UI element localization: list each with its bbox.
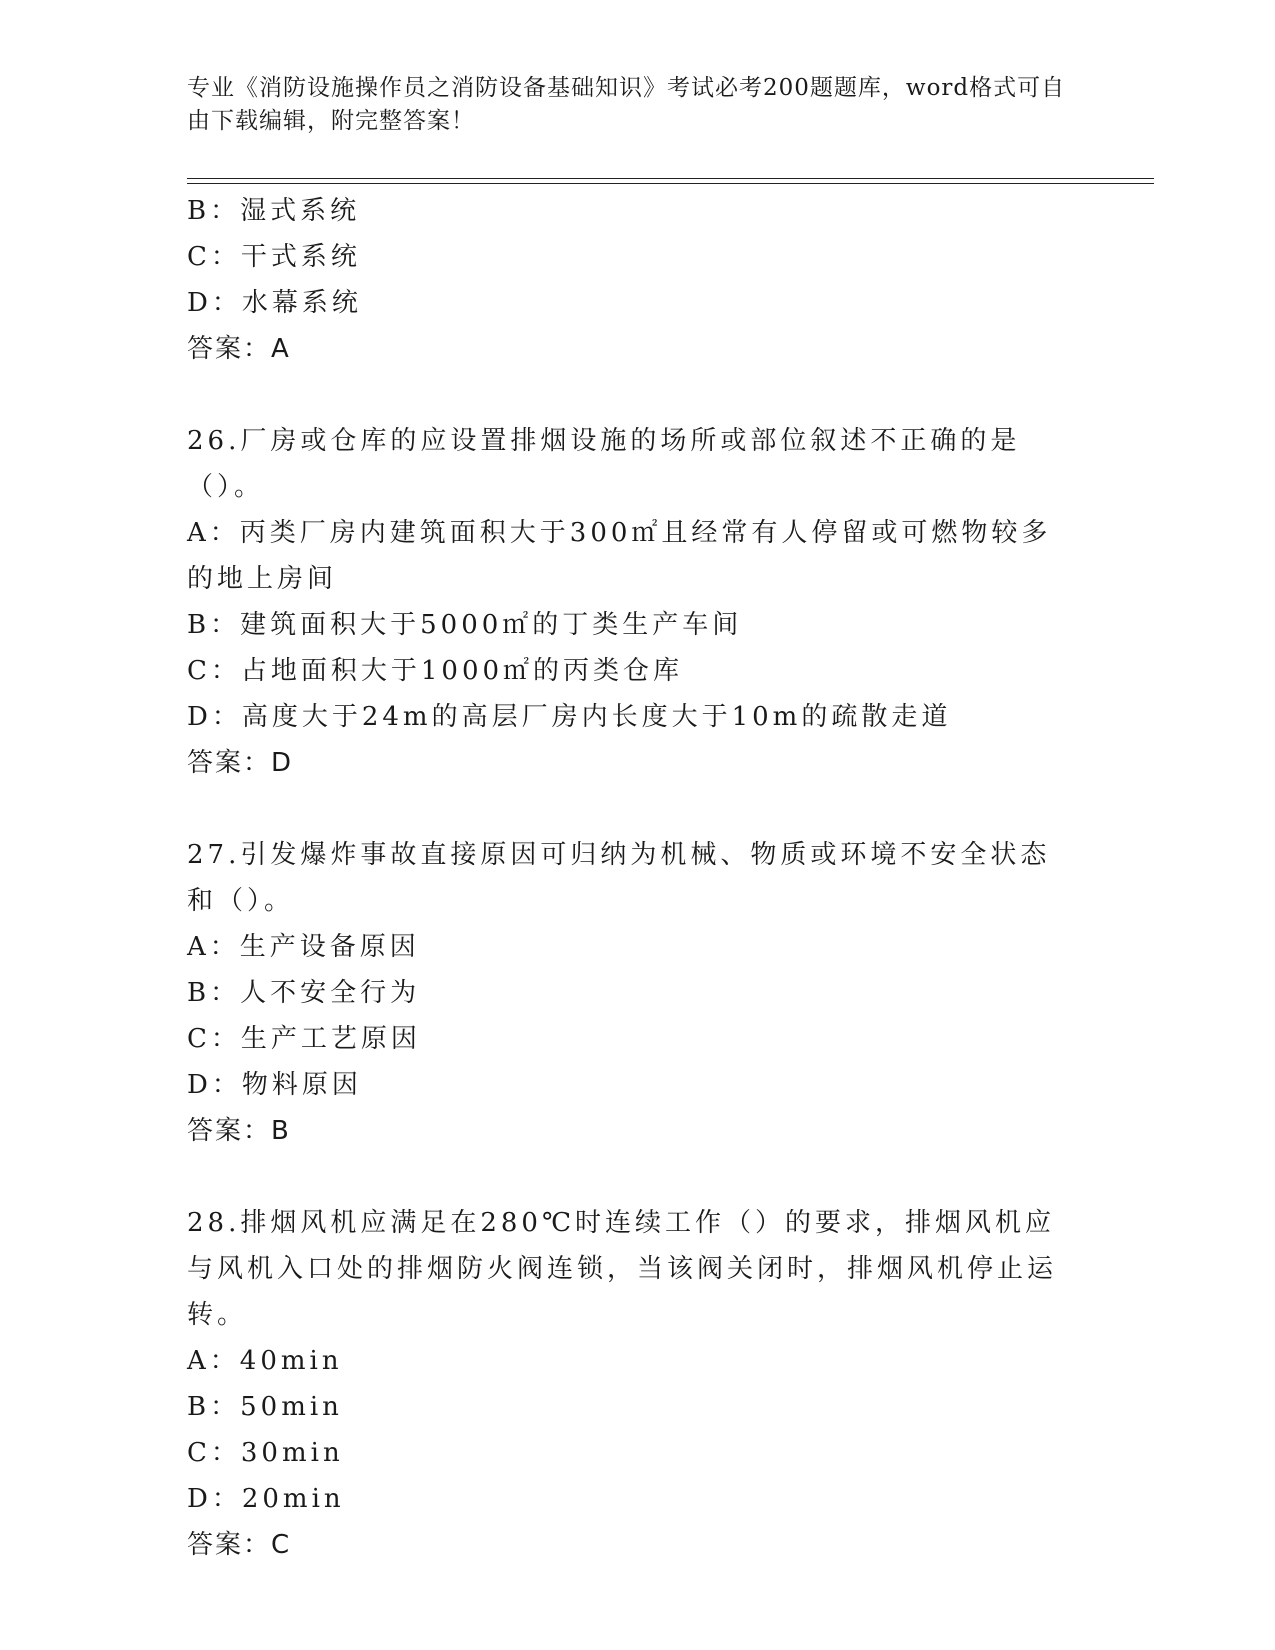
option-a: A：生产设备原因 — [187, 932, 420, 962]
option-b: B：建筑面积大于5000㎡的丁类生产车间 — [187, 610, 743, 640]
question-list — [187, 188, 1067, 1568]
question-28 — [187, 1200, 1067, 1568]
answer: 答案：A — [187, 334, 291, 364]
option-c: C：干式系统 — [187, 242, 361, 272]
answer: 答案：D — [187, 748, 294, 778]
option-b: B：人不安全行为 — [187, 978, 421, 1008]
option-d: D：高度大于24m的高层厂房内长度大于10m的疏散走道 — [187, 702, 952, 732]
option-a: A：丙类厂房内建筑面积大于300㎡且经常有人停留或可燃物较多的地上房间 — [187, 518, 1052, 594]
option-b: B：湿式系统 — [187, 196, 361, 226]
option-d: D：物料原因 — [187, 1070, 362, 1100]
answer: 答案：B — [187, 1116, 291, 1146]
option-c: C：占地面积大于1000㎡的丙类仓库 — [187, 656, 684, 686]
option-c: C：生产工艺原因 — [187, 1024, 421, 1054]
option-c: C：30min — [187, 1438, 344, 1468]
option-b: B：50min — [187, 1392, 343, 1422]
question-text: 27.引发爆炸事故直接原因可归纳为机械、物质或环境不安全状态和（）。 — [187, 840, 1051, 916]
question-text: 26.厂房或仓库的应设置排烟设施的场所或部位叙述不正确的是（）。 — [187, 426, 1021, 502]
option-a: A：40min — [187, 1346, 343, 1376]
option-d: D：20min — [187, 1484, 345, 1514]
question-27 — [187, 832, 1067, 1154]
header-divider-bottom — [187, 183, 1154, 184]
answer: 答案：C — [187, 1530, 292, 1560]
question-25-fragment — [187, 188, 1067, 372]
document-title: 专业《消防设施操作员之消防设备基础知识》考试必考200题题库，word格式可自由下载编辑，附完整答案！ — [187, 75, 1066, 134]
question-text: 28.排烟风机应满足在280℃时连续工作（）的要求，排烟风机应与风机入口处的排烟防火阀连锁，当该阀关闭时，排烟风机停止运转。 — [187, 1208, 1058, 1330]
header-divider-top — [187, 178, 1154, 179]
option-d: D：水幕系统 — [187, 288, 362, 318]
question-26 — [187, 418, 1067, 786]
